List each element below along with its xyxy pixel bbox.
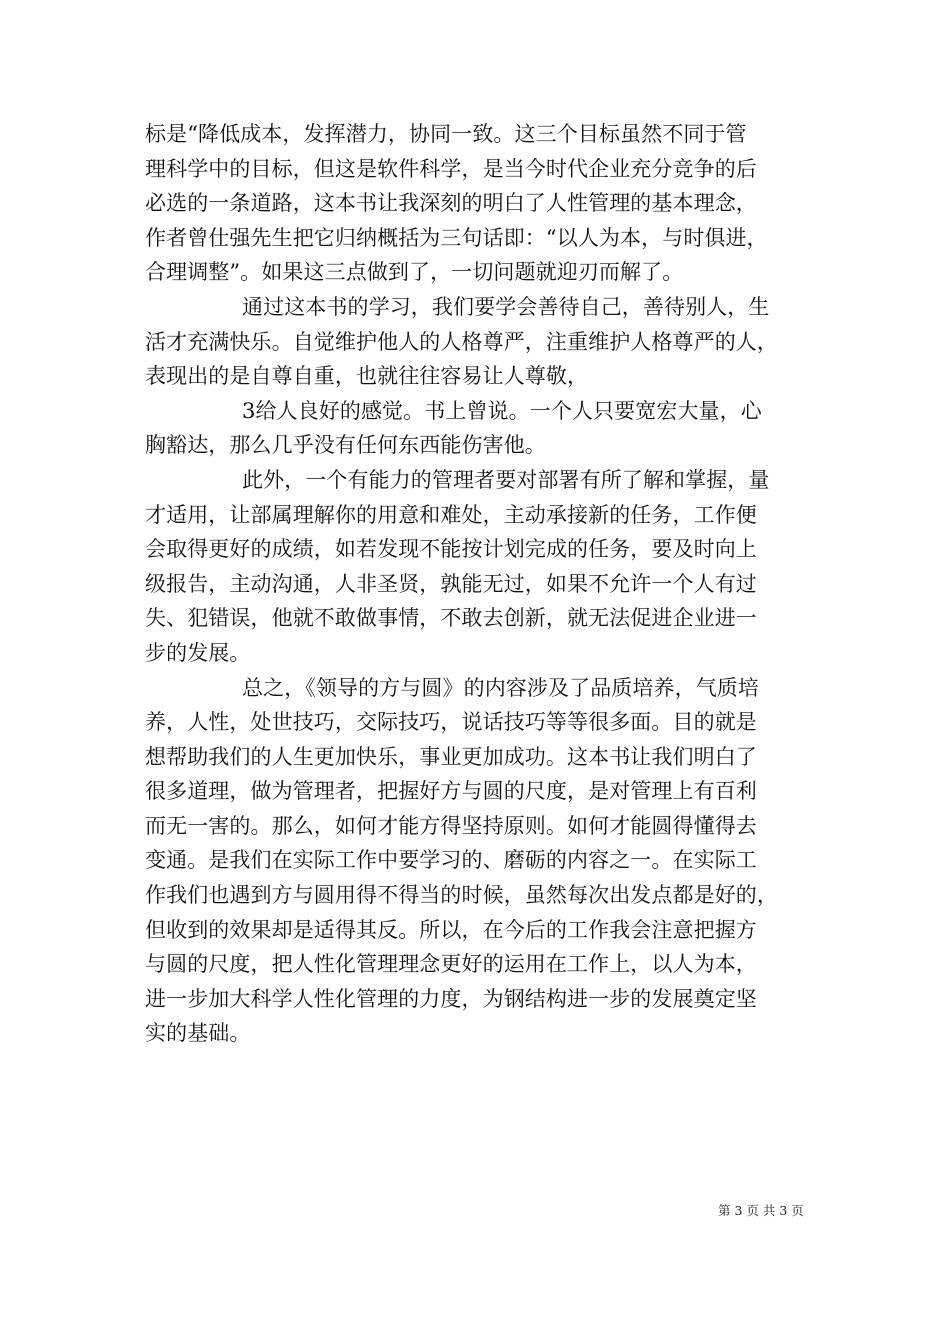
text-line: 作者曾仕强先生把它归纳概括为三句话即：“以人为本，与时俱进， bbox=[145, 225, 768, 250]
paragraph bbox=[145, 394, 815, 463]
text-line: 失、犯错误，他就不敢做事情，不敢去创新，就无法促进企业进一 bbox=[145, 606, 757, 631]
text-line: 表现出的是自尊自重，也就往往容易让人尊敬， bbox=[145, 364, 589, 389]
text-line: 与圆的尺度，把人性化管理理念更好的运用在工作上，以人为本， bbox=[145, 952, 757, 977]
text-line: 但收到的效果却是适得其反。所以，在今后的工作我会注意把握方 bbox=[145, 917, 757, 942]
text-line: 很多道理，做为管理者，把握好方与圆的尺度，是对管理上有百利 bbox=[145, 779, 757, 804]
text-line: 此外，一个有能力的管理者要对部署有所了解和掌握，量 bbox=[242, 467, 770, 492]
text-line: 总之，《领导的方与圆》的内容涉及了品质培养，气质培 bbox=[242, 675, 759, 700]
text-line: 才适用，让部属理解你的用意和难处，主动承接新的任务，工作便 bbox=[145, 502, 757, 527]
text-line: 必选的一条道路，这本书让我深刻的明白了人性管理的基本理念， bbox=[145, 191, 757, 216]
text-line: 级报告，主动沟通，人非圣贤，孰能无过，如果不允许一个人有过 bbox=[145, 571, 757, 596]
text-line: 想帮助我们的人生更加快乐，事业更加成功。这本书让我们明白了 bbox=[145, 744, 757, 769]
text-line: 胸豁达，那么几乎没有任何东西能伤害他。 bbox=[145, 433, 546, 458]
text-line: 会取得更好的成绩，如若发现不能按计划完成的任务，要及时向上 bbox=[145, 537, 757, 562]
text-line: 作我们也遇到方与圆用得不得当的时候，虽然每次出发点都是好的， bbox=[145, 883, 778, 908]
text-line: 变通。是我们在实际工作中要学习的、磨砺的内容之一。在实际工 bbox=[145, 848, 757, 873]
paragraph bbox=[145, 117, 815, 290]
text-line: 活才充满快乐。自觉维护他人的人格尊严，注重维护人格尊严的人， bbox=[145, 329, 778, 354]
document-body bbox=[145, 117, 815, 1051]
text-line: 步的发展。 bbox=[145, 640, 251, 665]
paragraph bbox=[145, 671, 815, 1052]
text-line: 标是“降低成本，发挥潜力，协同一致。这三个目标虽然不同于管 bbox=[145, 122, 747, 146]
text-line: 而无一害的。那么，如何才能方得坚持原则。如何才能圆得懂得去 bbox=[145, 813, 757, 838]
text-line: 理科学中的目标，但这是软件科学，是当今时代企业充分竞争的后 bbox=[145, 156, 757, 181]
text-line: 3给人良好的感觉。书上曾说。一个人只要宽宏大量，心 bbox=[242, 398, 762, 423]
text-line: 进一步加大科学人性化管理的力度，为钢结构进一步的发展奠定坚 bbox=[145, 986, 757, 1011]
text-line: 通过这本书的学习，我们要学会善待自己，善待别人，生 bbox=[242, 294, 770, 319]
page-footer: 第 3 页 共 3 页 bbox=[718, 1203, 804, 1218]
text-line: 养，人性，处世技巧，交际技巧，说话技巧等等很多面。目的就是 bbox=[145, 710, 757, 735]
paragraph bbox=[145, 463, 815, 671]
text-line: 合理调整”。如果这三点做到了，一切问题就迎刃而解了。 bbox=[145, 260, 684, 285]
text-line: 实的基础。 bbox=[145, 1021, 251, 1046]
paragraph bbox=[145, 290, 815, 394]
